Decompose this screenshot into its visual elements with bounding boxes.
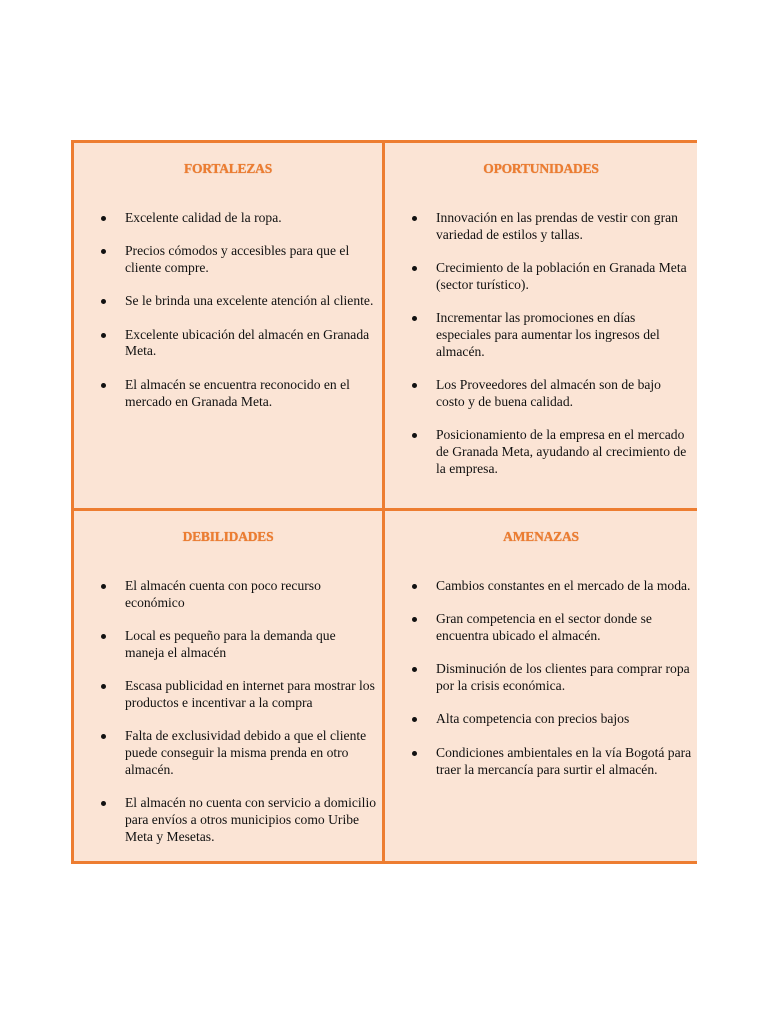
list-item [385, 745, 693, 779]
list-item-text: Local es pequeño para la demanda que maneja el almacén [125, 628, 336, 660]
list-item [74, 795, 378, 845]
list-item [74, 243, 378, 277]
bullet-icon [412, 383, 417, 388]
list-item-text: Excelente calidad de la ropa. [125, 210, 282, 225]
list-item-text: Condiciones ambientales en la vía Bogotá para traer la mercancía para surtir el almacén. [436, 744, 692, 777]
list-item-text: El almacén cuenta con poco recurso económico [125, 578, 321, 610]
bullet-icon [101, 299, 106, 304]
list-item-text: Los Proveedores del almacén son de bajo costo y de buena calidad. [436, 377, 661, 409]
bullet-icon [412, 316, 417, 321]
bullet-icon [412, 667, 417, 672]
bullet-icon [412, 266, 417, 271]
list-item-text: Alta competencia con precios bajos [436, 711, 630, 727]
list-item-text: Incrementar las promociones en días especiales para aumentar los ingresos del almacén. [436, 310, 660, 359]
list-item [385, 661, 693, 695]
list-item-text: Precios cómodos y accesibles para que el cliente compre. [125, 243, 350, 276]
debilidades-cell [74, 511, 385, 861]
oportunidades-title: OPORTUNIDADES [483, 161, 599, 176]
list-item-text: Innovación en las prendas de vestir con gran variedad de estilos y tallas. [436, 210, 678, 242]
bullet-icon [101, 216, 106, 221]
list-item-text: Disminución de los clientes para comprar ropa por la crisis económica. [436, 661, 690, 694]
list-item-text: El almacén se encuentra reconocido en el mercado en Granada Meta. [125, 376, 350, 409]
bullet-icon [101, 383, 106, 388]
list-item [74, 628, 378, 662]
list-item [385, 578, 693, 595]
list-item [385, 210, 693, 244]
fortalezas-cell [74, 143, 385, 511]
bullet-icon [412, 751, 417, 756]
bullet-icon [101, 584, 106, 589]
amenazas-cell [385, 511, 697, 861]
bullet-icon [101, 801, 106, 806]
list-item [74, 327, 378, 361]
oportunidades-cell [385, 143, 697, 511]
bullet-icon [412, 216, 417, 221]
bullet-icon [412, 717, 417, 722]
debilidades-list [74, 578, 378, 862]
list-item-text: El almacén no cuenta con servicio a domicilio para envíos a otros municipios como Uribe Meta y Mesetas. [125, 795, 377, 844]
list-item [74, 293, 378, 310]
list-item-text: Falta de exclusividad debido a que el cliente puede conseguir la misma prenda en otro almacén. [125, 728, 367, 777]
amenazas-list [385, 578, 693, 795]
oportunidades-list [385, 210, 693, 494]
list-item-text: Cambios constantes en el mercado de la moda. [436, 578, 691, 593]
list-item [74, 377, 378, 411]
bullet-icon [412, 433, 417, 438]
list-item [385, 711, 693, 728]
list-item [385, 427, 693, 477]
list-item [385, 611, 693, 645]
list-item [385, 260, 693, 294]
bullet-icon [101, 734, 106, 739]
fortalezas-title: FORTALEZAS [183, 161, 273, 176]
list-item [74, 728, 378, 778]
list-item-text: Crecimiento de la población en Granada Meta (sector turístico). [436, 260, 687, 292]
amenazas-title: AMENAZAS [503, 529, 579, 544]
bullet-icon [412, 617, 417, 622]
bullet-icon [412, 584, 417, 589]
bullet-icon [101, 634, 106, 639]
list-item [385, 310, 693, 360]
list-item-text: Excelente ubicación del almacén en Granada Meta. [125, 326, 370, 359]
bullet-icon [101, 333, 106, 338]
bullet-icon [101, 684, 106, 689]
list-item-text: Posicionamiento de la empresa en el mercado de Granada Meta, ayudando al crecimiento de la empresa. [436, 427, 687, 476]
list-item [74, 210, 378, 227]
bullet-icon [101, 249, 106, 254]
list-item [74, 578, 378, 612]
fortalezas-list [74, 210, 378, 427]
list-item-text: Gran competencia en el sector donde se encuentra ubicado el almacén. [436, 611, 652, 644]
list-item [74, 678, 378, 712]
list-item [385, 377, 693, 411]
list-item-text: Escasa publicidad en internet para mostrar los productos e incentivar a la compra [125, 678, 375, 710]
debilidades-title: DEBILIDADES [182, 529, 274, 544]
swot-table [71, 140, 697, 864]
list-item-text: Se le brinda una excelente atención al cliente. [125, 293, 374, 309]
